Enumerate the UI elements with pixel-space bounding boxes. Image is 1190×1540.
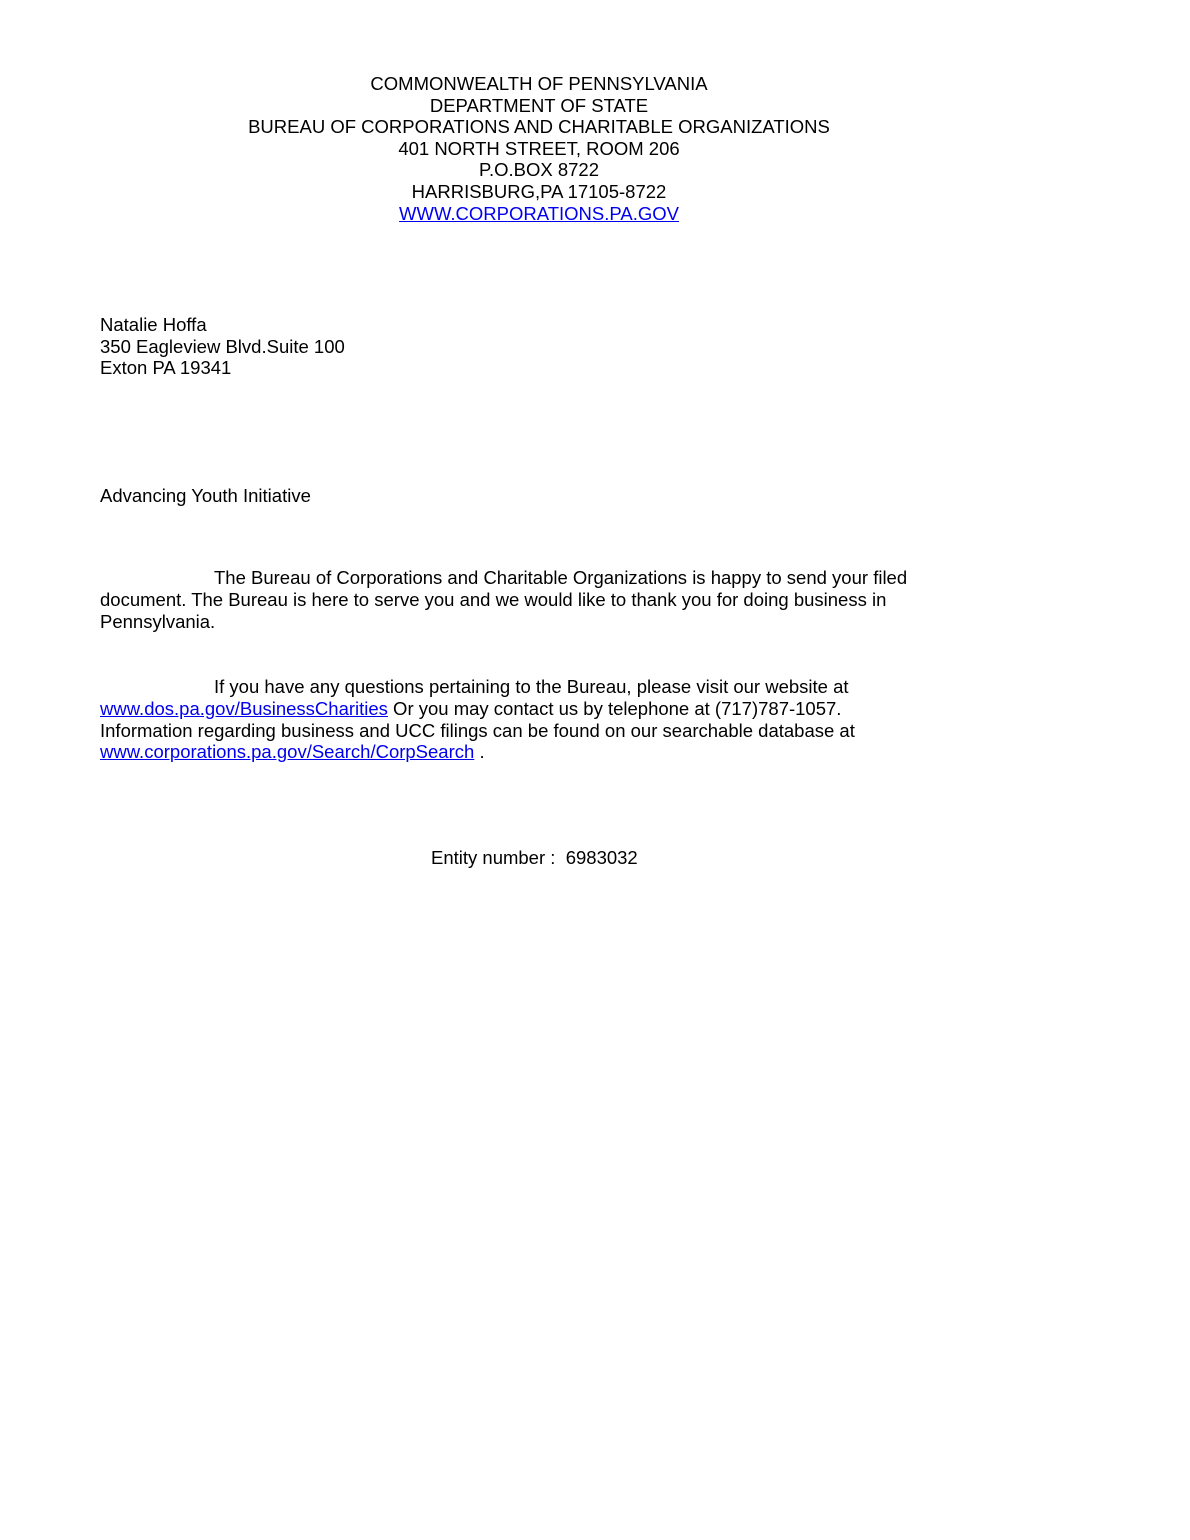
entity-number bbox=[431, 847, 638, 869]
letterhead bbox=[0, 73, 1078, 224]
recipient-street: 350 Eagleview Blvd.Suite 100 bbox=[100, 335, 345, 357]
period-text: . bbox=[474, 741, 485, 763]
entity-number-label: Entity number : bbox=[431, 847, 556, 868]
letterhead-po-box: P.O.BOX 8722 bbox=[479, 159, 599, 181]
letterhead-bureau: BUREAU OF CORPORATIONS AND CHARITABLE ORGANIZATIONS bbox=[248, 116, 830, 138]
phone-text: Or you may contact us by telephone at (717)787-1057. bbox=[387, 697, 842, 719]
paragraph2-line1: If you have any questions pertaining to the Bureau, please visit our website at bbox=[214, 676, 849, 697]
subject-line: Advancing Youth Initiative bbox=[100, 485, 311, 506]
business-charities-link[interactable]: www.dos.pa.gov/BusinessCharities bbox=[100, 697, 388, 719]
recipient-address bbox=[100, 314, 345, 379]
letterhead-street: 401 NORTH STREET, ROOM 206 bbox=[398, 137, 680, 159]
letterhead-commonwealth: COMMONWEALTH OF PENNSYLVANIA bbox=[370, 73, 708, 94]
paragraph1-line1: The Bureau of Corporations and Charitable Organizations is happy to send your filed bbox=[214, 567, 908, 588]
corp-search-link[interactable]: www.corporations.pa.gov/Search/CorpSearch bbox=[100, 741, 475, 763]
letterhead-website-link[interactable]: WWW.CORPORATIONS.PA.GOV bbox=[399, 202, 679, 224]
contact-paragraph bbox=[100, 676, 960, 763]
paragraph1-line3: Pennsylvania. bbox=[100, 610, 216, 632]
letterhead-department: DEPARTMENT OF STATE bbox=[429, 94, 649, 116]
letterhead-city: HARRISBURG,PA 17105-8722 bbox=[411, 180, 667, 202]
recipient-city: Exton PA 19341 bbox=[100, 357, 232, 379]
thank-you-paragraph bbox=[100, 567, 960, 632]
entity-number-value: 6983032 bbox=[565, 847, 638, 868]
paragraph2-line3: Information regarding business and UCC filings can be found on our searchable database at bbox=[100, 719, 855, 741]
recipient-name: Natalie Hoffa bbox=[100, 314, 207, 335]
paragraph1-line2: document. The Bureau is here to serve you and we would like to thank you for doing business in bbox=[100, 588, 887, 610]
